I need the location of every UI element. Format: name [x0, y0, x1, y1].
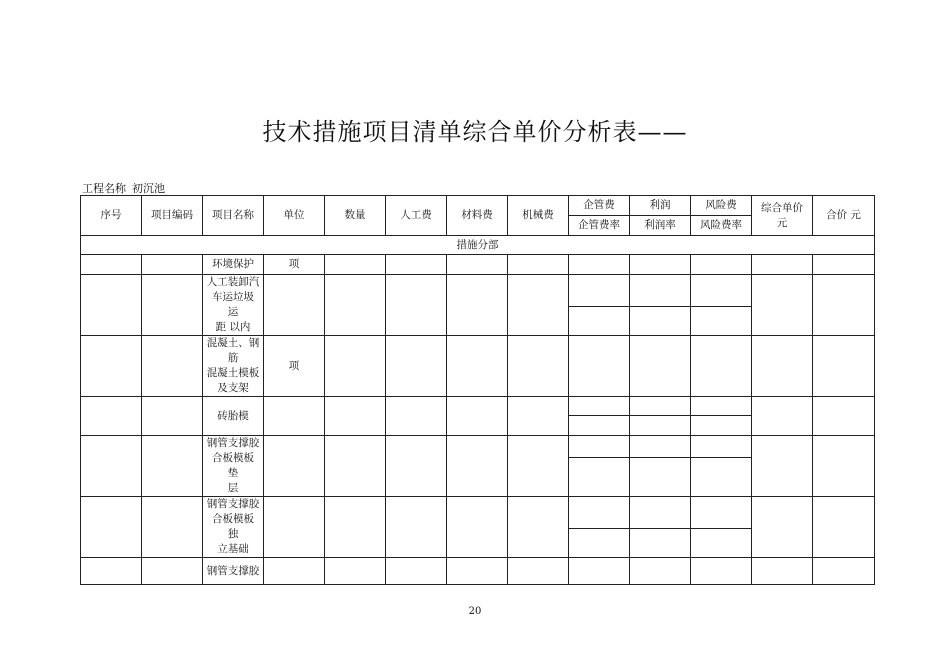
section-row	[81, 236, 875, 255]
table-row	[81, 558, 875, 585]
table-row	[81, 497, 875, 529]
item-name: 钢管支撑胶 合板模板 独 立基础	[203, 497, 264, 558]
header-mgmt: 企管费	[569, 196, 630, 216]
item-name: 钢管支撑胶 合板模板 垫 层	[203, 436, 264, 497]
table-row	[81, 255, 875, 275]
item-name: 钢管支撑胶	[203, 558, 264, 585]
header-unit-price-line1: 综合单价	[761, 201, 803, 214]
item-unit	[264, 497, 325, 558]
table-row	[81, 336, 875, 397]
header-unit-price	[752, 196, 813, 236]
project-name-value: 初沉池	[132, 182, 165, 195]
analysis-table	[80, 195, 875, 585]
header-name: 项目名称	[203, 196, 264, 236]
item-unit: 项	[264, 336, 325, 397]
table-row	[81, 275, 875, 307]
header-material: 材料费	[447, 196, 508, 236]
item-unit	[264, 397, 325, 436]
header-qty: 数量	[325, 196, 386, 236]
header-mgmt-rate: 企管费率	[569, 216, 630, 236]
header-profit-rate: 利润率	[630, 216, 691, 236]
item-unit	[264, 275, 325, 336]
header-labor: 人工费	[386, 196, 447, 236]
table-row	[81, 397, 875, 416]
header-seq: 序号	[81, 196, 142, 236]
header-risk-rate: 风险费率	[691, 216, 752, 236]
section-title: 措施分部	[81, 236, 875, 255]
page-number: 20	[468, 606, 482, 617]
header-unit: 单位	[264, 196, 325, 236]
project-name-label: 工程名称	[82, 182, 126, 195]
item-unit	[264, 558, 325, 585]
item-name: 人工装卸汽 车运垃圾 运 距 以内	[203, 275, 264, 336]
table-row	[81, 436, 875, 458]
item-name: 混凝土、钢筋 混凝土模板 及支架	[203, 336, 264, 397]
item-name: 砖胎模	[203, 397, 264, 436]
header-total: 合价 元	[813, 196, 875, 236]
item-name: 环境保护	[203, 255, 264, 275]
header-code: 项目编码	[142, 196, 203, 236]
header-risk: 风险费	[691, 196, 752, 216]
page-title: 技术措施项目清单综合单价分析表——	[262, 118, 688, 146]
item-unit: 项	[264, 255, 325, 275]
header-unit-price-line2: 元	[776, 216, 788, 229]
item-unit	[264, 436, 325, 497]
header-machine: 机械费	[508, 196, 569, 236]
header-profit: 利润	[630, 196, 691, 216]
header-row-1	[81, 196, 875, 216]
project-name-line	[82, 180, 171, 196]
